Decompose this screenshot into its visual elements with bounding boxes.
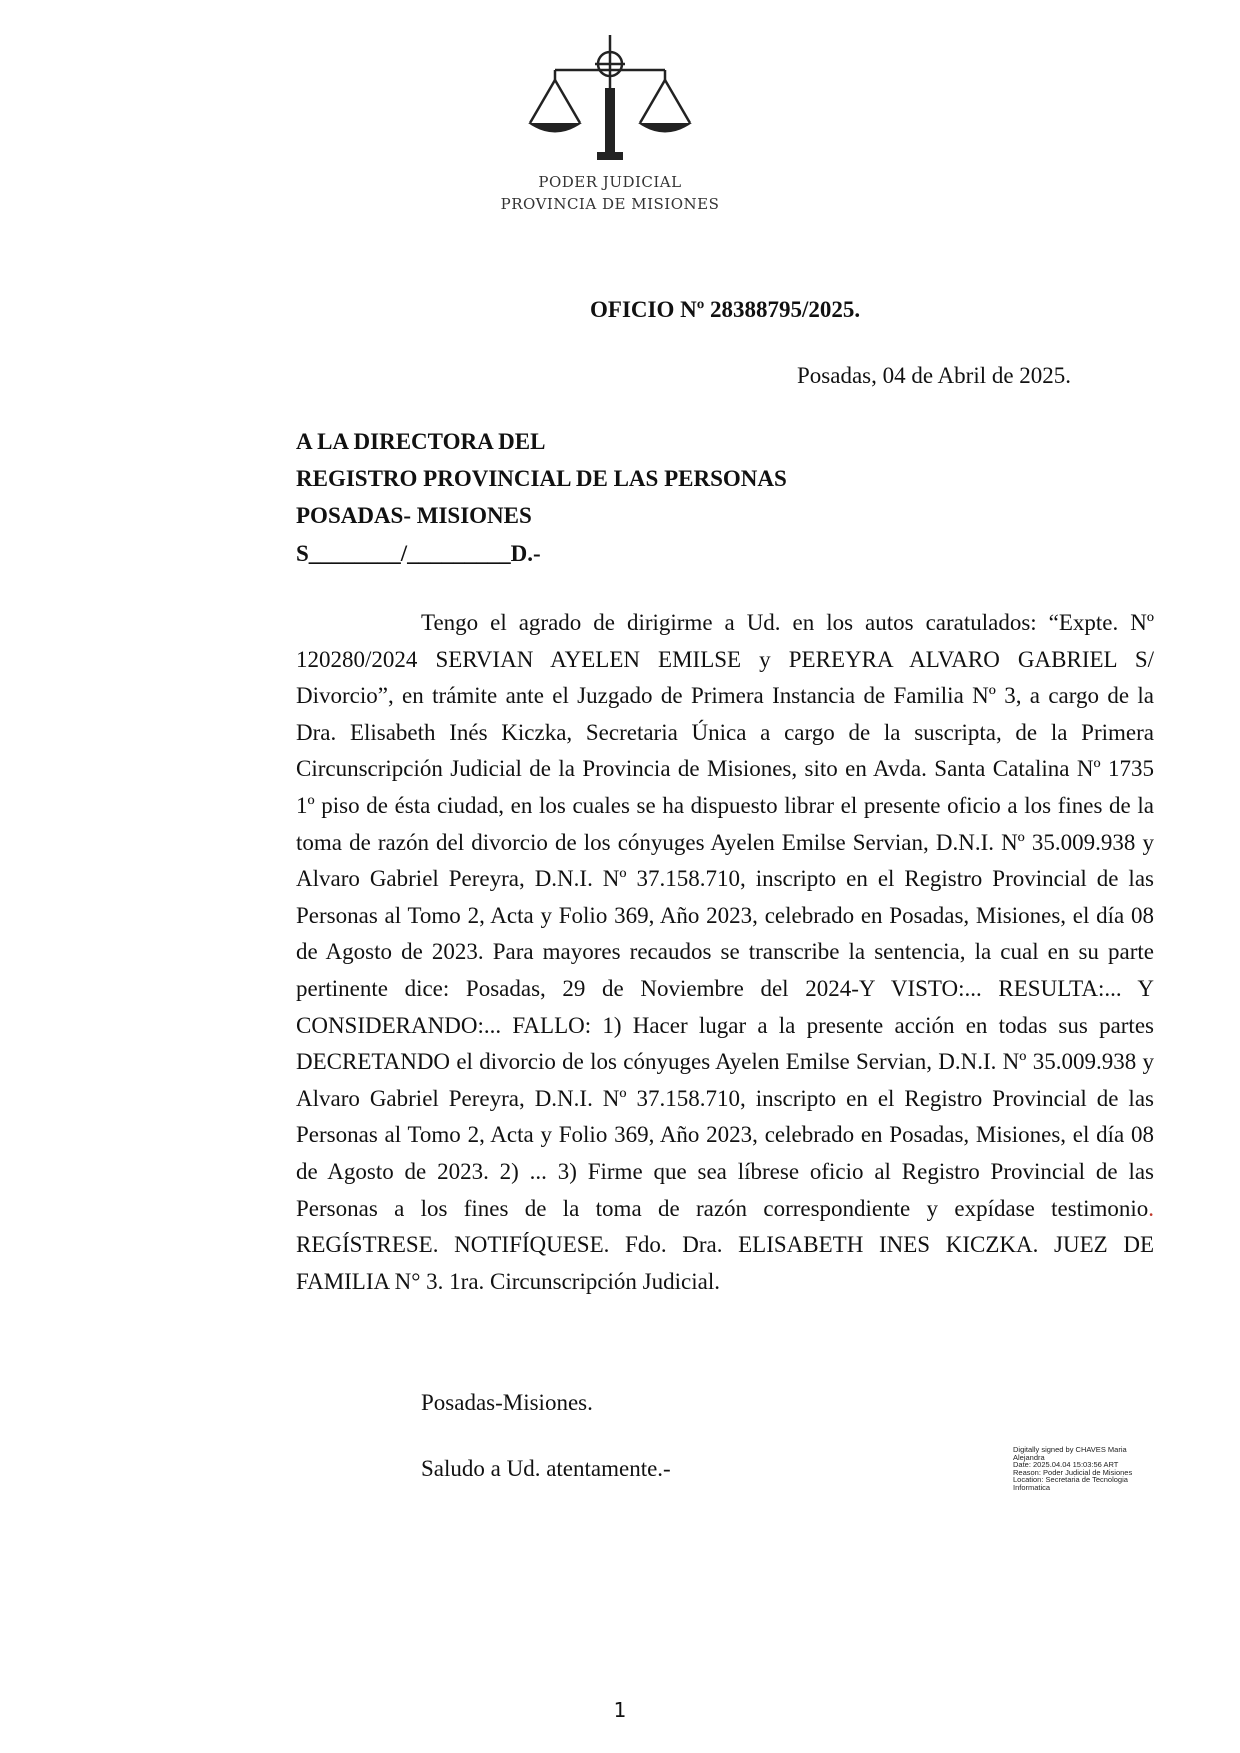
addressee-line-1: A LA DIRECTORA DEL (296, 429, 546, 454)
body-paragraph (296, 605, 1154, 1300)
logo-text-provincia: PROVINCIA DE MISIONES (500, 195, 720, 213)
document-date: Posadas, 04 de Abril de 2025. (797, 363, 1072, 388)
closing-place: Posadas-Misiones. (421, 1390, 593, 1415)
signature-line: Alejandra (1013, 1452, 1045, 1462)
signature-line: Digitally signed by CHAVES Maria (1013, 1445, 1127, 1454)
addressee-salutation: S________/_________D.- (296, 541, 541, 566)
oficio-number: OFICIO Nº 28388795/2025. (590, 297, 861, 322)
body-text-part-1: Tengo el agrado de dirigirme a Ud. en los autos caratulados: “Expte. Nº 120280/2024 SERVIAN AYELEN EMILSE y PEREYRA ALVARO GABRIEL S/ Divorcio”, en trámite ante el Juzgado de Primera Instancia de Familia Nº 3, a cargo de la Dra. Elisabeth Inés Kiczka, Secretaria Única a cargo de la suscripta, de la Primera Circunscripción Judicial de la Provincia de Misiones, sito en Avda. Santa Catalina Nº 1735 1º piso de ésta ciudad, en los cuales se ha dispuesto librar el presente oficio a los fines de la toma de razón del divorcio de los cónyuges Ayelen Emilse Servian, D.N.I. Nº 35.009.938 y Alvaro Gabriel Pereyra, D.N.I. Nº 37.158.710, inscripto en el Registro Provincial de las Personas al Tomo 2, Acta y Folio 369, Año 2023, celebrado en Posadas, Misiones, el día 08 de Agosto de 2023. Para mayores recaudos se transcribe la sentencia, la cual en su parte pertinente dice: Posadas, 29 de Noviembre del 2024-Y VISTO:... RESULTA:... Y CONSIDERANDO:... FALLO: 1) Hacer lugar a la presente acción en todas sus partes DECRETANDO el divorcio de los cónyuges Ayelen Emilse Servian, D.N.I. Nº 35.009.938 y Alvaro Gabriel Pereyra, D.N.I. Nº 37.158.710, inscripto en el Registro Provincial de las Personas al Tomo 2, Acta y Folio 369, Año 2023, celebrado en Posadas, Misiones, el día 08 de Agosto de 2023. 2) ... 3) Firme que sea líbrese oficio al Registro Provincial de las Personas a los fines de la toma de razón correspondiente y expídase testimonio (296, 610, 1154, 1221)
body-text-part-2: REGÍSTRESE. NOTIFÍQUESE. Fdo. Dra. ELISABETH INES KICZKA. JUEZ DE FAMILIA N° 3. 1ra. Circunscripción Judicial. (296, 1232, 1154, 1294)
addressee-line-3: POSADAS- MISIONES (296, 503, 532, 528)
signature-line: Location: Secretaria de Tecnologia (1013, 1475, 1128, 1485)
digital-signature-block (1013, 1446, 1163, 1492)
body-red-dot: . (1148, 1195, 1154, 1221)
signature-line: Informatica (1013, 1482, 1051, 1492)
page-number: 1 (613, 1698, 627, 1722)
logo-text-poder-judicial: PODER JUDICIAL (538, 173, 682, 191)
closing-salutation: Saludo a Ud. atentamente.- (421, 1456, 671, 1481)
signature-line: Date: 2025.04.04 15:03:56 ART (1013, 1460, 1119, 1470)
addressee-line-2: REGISTRO PROVINCIAL DE LAS PERSONAS (296, 466, 787, 491)
scales-of-justice-icon (525, 30, 695, 170)
signature-line: Reason: Poder Judicial de Misiones (1013, 1467, 1133, 1477)
judicial-logo (480, 30, 740, 220)
